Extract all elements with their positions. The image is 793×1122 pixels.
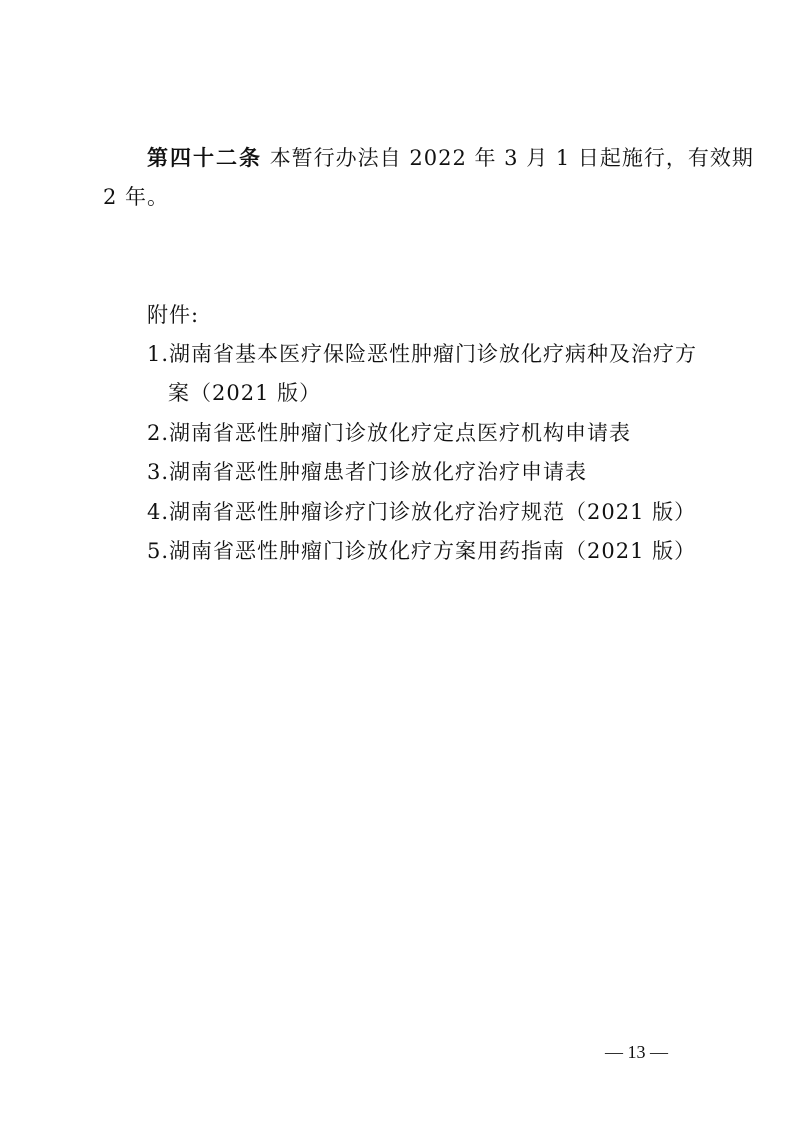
attachment-item-5: 5.湖南省恶性肿瘤门诊放化疗方案用药指南（2021 版） <box>147 539 697 563</box>
attachments-label: 附件: <box>147 303 200 327</box>
page-number: — 13 — <box>605 1042 668 1062</box>
attachment-item-3: 3.湖南省恶性肿瘤患者门诊放化疗治疗申请表 <box>147 460 588 484</box>
article-title: 第四十二条 <box>147 145 262 170</box>
attachment-item-1: 1.湖南省基本医疗保险恶性肿瘤门诊放化疗病种及治疗方 <box>147 342 698 366</box>
article-text-line-2: 2 年。 <box>103 185 170 209</box>
attachment-item-1-continuation: 案（2021 版） <box>168 381 322 405</box>
article-text-line-1: 本暂行办法自 2022 年 3 月 1 日起施行，有效期 <box>269 146 754 170</box>
article-42-line-1 <box>147 143 754 173</box>
attachment-item-4: 4.湖南省恶性肿瘤诊疗门诊放化疗治疗规范（2021 版） <box>147 500 697 524</box>
attachment-item-2: 2.湖南省恶性肿瘤门诊放化疗定点医疗机构申请表 <box>147 421 632 445</box>
